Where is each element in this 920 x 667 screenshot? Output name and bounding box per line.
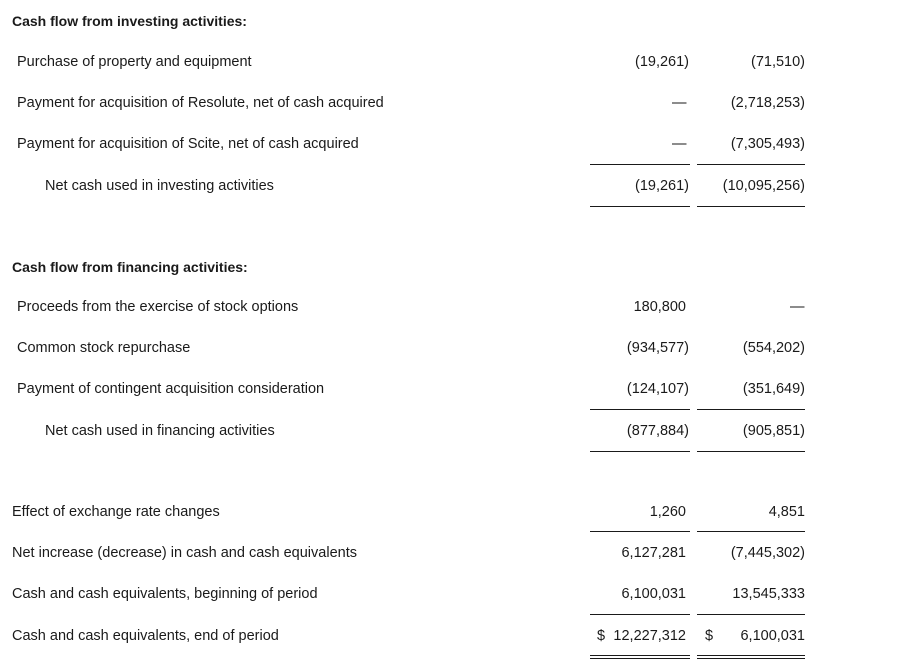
- subtotal-rule: [590, 164, 690, 165]
- table-row: [0, 93, 920, 113]
- current-period-value: (19,261): [634, 54, 689, 70]
- prior-period-value: (554,202): [742, 340, 805, 356]
- total-rule: [590, 206, 690, 207]
- current-period-value: (934,577): [626, 340, 689, 356]
- subtotal-rule: [697, 409, 805, 410]
- prior-period-value: (7,305,493): [730, 136, 805, 152]
- total-row: [0, 626, 920, 646]
- prior-period-value: (351,649): [742, 381, 805, 397]
- currency-symbol: $: [705, 628, 714, 644]
- current-period-value: 180,800: [633, 299, 686, 315]
- subtotal-row: [0, 176, 920, 196]
- current-period-value: (19,261): [634, 178, 689, 194]
- row-label: Cash and cash equivalents, end of period: [12, 628, 279, 644]
- subtotal-row: [0, 421, 920, 441]
- financing-heading-row: [0, 257, 920, 277]
- table-row: [0, 502, 920, 522]
- current-period-value: —: [672, 95, 687, 111]
- subtotal-rule: [590, 531, 690, 532]
- row-label: Payment for acquisition of Resolute, net of cash acquired: [17, 95, 384, 111]
- current-period-value: (124,107): [626, 381, 689, 397]
- prior-period-value: 4,851: [768, 504, 805, 520]
- subtotal-rule: [590, 409, 690, 410]
- prior-period-value: 6,100,031: [740, 628, 805, 644]
- current-period-value: —: [672, 136, 687, 152]
- row-label: Purchase of property and equipment: [17, 54, 252, 70]
- table-row: [0, 543, 920, 563]
- prior-period-value: (10,095,256): [722, 178, 805, 194]
- subtotal-rule: [697, 164, 805, 165]
- table-row: [0, 52, 920, 72]
- current-period-value: 12,227,312: [613, 628, 686, 644]
- row-label: Cash and cash equivalents, beginning of period: [12, 586, 318, 602]
- table-row: [0, 584, 920, 604]
- prior-period-value: (2,718,253): [730, 95, 805, 111]
- prior-period-value: 13,545,333: [732, 586, 805, 602]
- double-underline: [697, 655, 805, 659]
- row-label: Payment of contingent acquisition consideration: [17, 381, 325, 397]
- prior-period-value: —: [790, 299, 805, 315]
- current-period-value: 6,127,281: [621, 545, 686, 561]
- current-period-value: 6,100,031: [621, 586, 686, 602]
- subtotal-rule: [590, 614, 690, 615]
- row-label: Net increase (decrease) in cash and cash equivalents: [12, 545, 357, 561]
- currency-symbol: $: [597, 628, 606, 644]
- prior-period-value: (905,851): [742, 423, 805, 439]
- total-rule: [590, 451, 690, 452]
- investing-heading-row: [0, 11, 920, 31]
- row-label: Payment for acquisition of Scite, net of cash acquired: [17, 136, 359, 152]
- prior-period-value: (7,445,302): [730, 545, 805, 561]
- row-label: Proceeds from the exercise of stock options: [17, 299, 299, 315]
- row-label: Net cash used in investing activities: [45, 178, 274, 194]
- row-label: Net cash used in financing activities: [45, 423, 275, 439]
- total-rule: [697, 206, 805, 207]
- subtotal-rule: [697, 614, 805, 615]
- section-heading: Cash flow from investing activities:: [12, 13, 247, 29]
- row-label: Effect of exchange rate changes: [12, 504, 220, 520]
- table-row: [0, 379, 920, 399]
- table-row: [0, 338, 920, 358]
- row-label: Common stock repurchase: [17, 340, 191, 356]
- double-underline: [590, 655, 690, 659]
- subtotal-rule: [697, 531, 805, 532]
- prior-period-value: (71,510): [750, 54, 805, 70]
- current-period-value: 1,260: [649, 504, 686, 520]
- table-row: [0, 134, 920, 154]
- total-rule: [697, 451, 805, 452]
- current-period-value: (877,884): [626, 423, 689, 439]
- section-heading: Cash flow from financing activities:: [12, 259, 248, 275]
- table-row: [0, 297, 920, 317]
